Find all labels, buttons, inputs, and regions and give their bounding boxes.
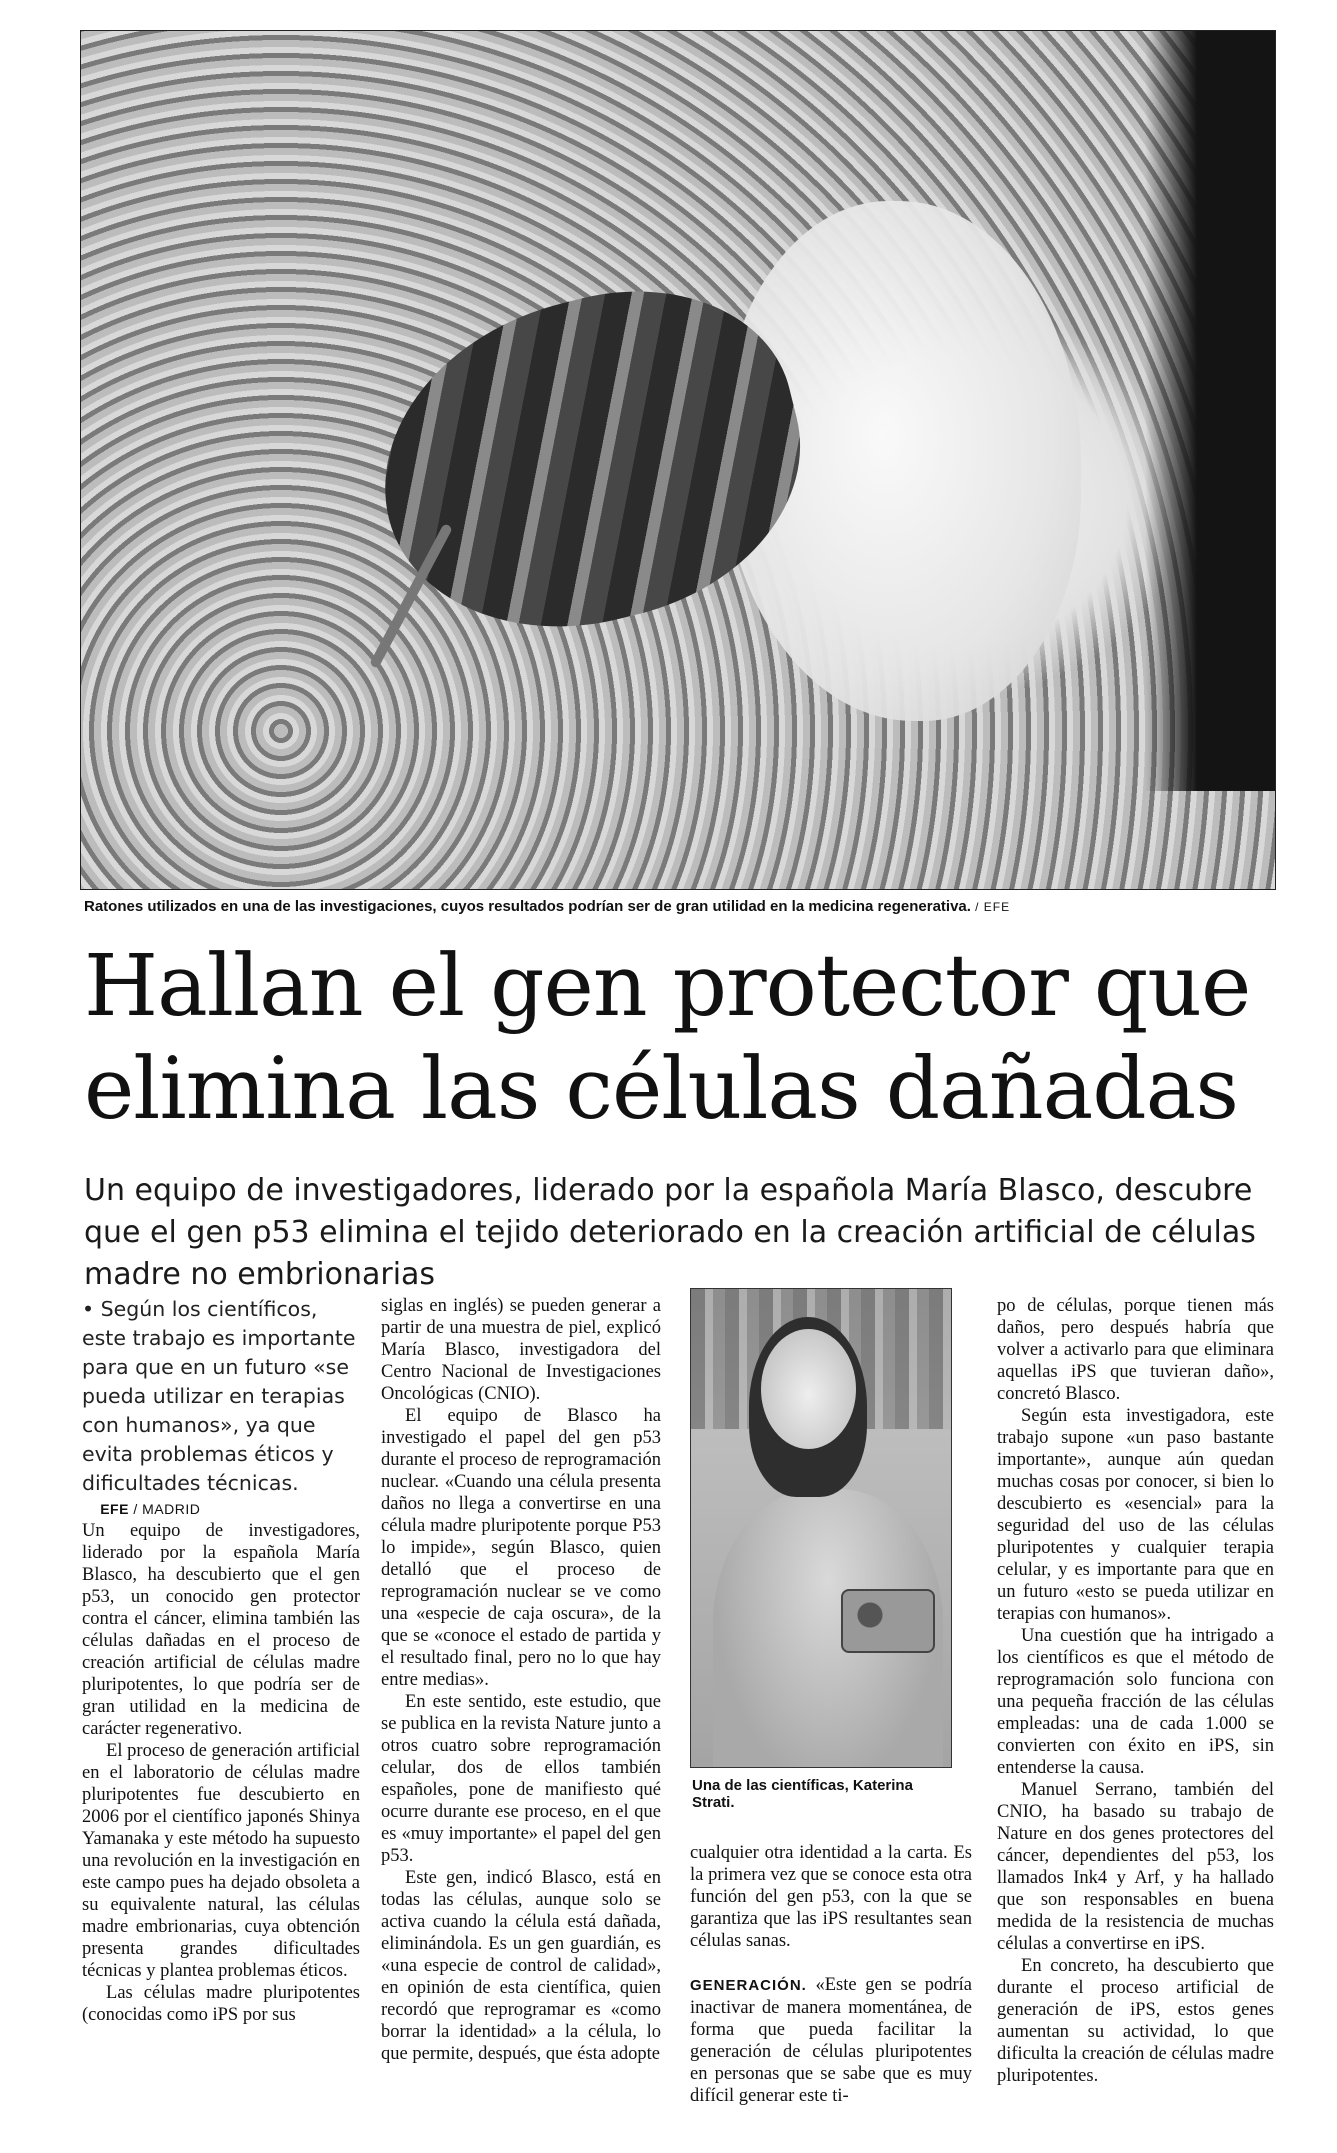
paragraph: Manuel Serrano, también del CNIO, ha basado su trabajo de Nature en dos genes protectores del cáncer, dependientes del p53, los llamados Ink4 y Arf, y ha hallado que son responsables en buena medida de la resistencia de muchas células a convertirse en iPS. [997, 1780, 1274, 1954]
paragraph: siglas en inglés) se pueden generar a partir de una muestra de piel, explicó María Blasco, investigadora del Centro Nacional de Investigaciones Oncológicas (CNIO). [381, 1296, 661, 1404]
paragraph: Un equipo de investigadores, liderado por la española María Blasco, ha descubierto que el gen p53, un conocido gen protector contra el cáncer, elimina también las células dañadas en el proceso de creación artificial de células madre pluripotentes, lo que podría ser de gran utilidad en la medicina de carácter regenerativo. [82, 1521, 360, 1739]
paragraph: El proceso de generación artificial en el laboratorio de células madre pluripotentes fue descubierto en 2006 por el científico japonés Shinya Yamanaka y este método ha supuesto una revolución en la investigación en este campo pues ha dejado obsoleta a su equivalente natural, las células madre embrionarias, cuya obtención presenta grandes dificultades técnicas y plantea problemas éticos. [82, 1741, 360, 1981]
inset-photo-scientist [690, 1288, 952, 1768]
main-photo-mice [80, 30, 1276, 890]
headline: Hallan el gen protector que elimina las células dañadas [84, 937, 1251, 1139]
section-text: «Este gen se podría inactivar de manera momentánea, de forma que pueda facilitar la generación de células pluripotentes en personas que se sabe que es muy difícil generar este ti- [690, 1975, 972, 2106]
person-face-shape [761, 1329, 856, 1449]
paragraph: Las células madre pluripotentes (conocidas como iPS por sus [82, 1983, 360, 2025]
section-paragraph [690, 1974, 972, 2107]
highlight-box: • Según los científicos, este trabajo es importante para que en un futuro «se pueda utilizar en terapias con humanos», ya que evita problemas éticos y dificultades técnicas. [82, 1297, 356, 1495]
article-column-3 [690, 1842, 972, 2107]
paragraph: Este gen, indicó Blasco, está en todas las células, aunque solo se activa cuando la célula está dañada, eliminándola. Es un gen guardián, es «una especie de control de calidad», en opinión de esta científica, quien recordó que reprogramar es «como borrar la identidad» a la célula, lo que permite, después, que ésta adopte [381, 1868, 661, 2064]
main-photo-caption [84, 898, 1274, 915]
paragraph: po de células, porque tienen más daños, pero después habría que volver a activarlo para que eliminara aquellas iPS que tuvieran daño», concretó Blasco. [997, 1296, 1274, 1404]
inset-photo-caption: Una de las científicas, Katerina Strati. [692, 1777, 913, 1811]
paragraph: El equipo de Blasco ha investigado el papel del gen p53 durante el proceso de reprogramación nuclear. «Cuando una célula presenta daños no llega a convertirse en una célula madre pluripotente porque P53 lo impide», según Blasco, quien detalló que el proceso de reprogramación nuclear se ve como una «especie de caja oscura», de la que se «conoce el estado de partida y el resultado final, pero no lo que hay entre medias». [381, 1406, 661, 1690]
byline-place: / MADRID [133, 1501, 201, 1517]
byline [82, 1498, 360, 1520]
paragraph: Una cuestión que ha intrigado a los científicos es que el método de reprogramación solo funciona con una pequeña fracción de las células empleadas: una de cada 1.000 se convierten con éxito en iPS, sin entenderse la causa. [997, 1626, 1274, 1778]
paragraph: Según esta investigadora, este trabajo supone «un paso bastante importante», aunque aún quedan muchas cosas por conocer, si bien lo descubierto es «esencial» para la seguridad del uso de las células pluripotentes y cualquier terapia celular, y es importante para que en un futuro «esto se pueda utilizar en terapias con humanos». [997, 1406, 1274, 1624]
main-photo-caption-text: Ratones utilizados en una de las investigaciones, cuyos resultados podrían ser de gran utilidad en la medicina regenerativa. [84, 898, 971, 915]
article-column-4 [997, 1295, 1274, 2087]
petri-dish-shape [841, 1589, 935, 1653]
main-photo-credit: / EFE [975, 900, 1011, 914]
paragraph: En concreto, ha descubierto que durante el proceso artificial de generación de iPS, estos genes aumentan su actividad, lo que dificulta la creación de células madre pluripotentes. [997, 1956, 1274, 2086]
section-lead: GENERACIÓN. [690, 1977, 807, 1994]
photo-shadow [1145, 31, 1275, 791]
subhead: Un equipo de investigadores, liderado por la española María Blasco, descubre que el gen p53 elimina el tejido deteriorado en la creación artificial de células madre no embrionarias [84, 1173, 1256, 1292]
article-column-1 [82, 1295, 360, 2026]
paragraph: En este sentido, este estudio, que se publica en la revista Nature junto a otros cuatro sobre reprogramación celular, dos de ellos también españoles, pone de manifiesto qué ocurre durante ese proceso, en el que es «muy importante» el papel del gen p53. [381, 1692, 661, 1866]
article-column-2 [381, 1295, 661, 2065]
byline-agency: EFE [100, 1501, 129, 1517]
paragraph: cualquier otra identidad a la carta. Es la primera vez que se conoce esta otra función del gen p53, con la que se garantiza que las iPS resultantes sean células sanas. [690, 1843, 972, 1951]
